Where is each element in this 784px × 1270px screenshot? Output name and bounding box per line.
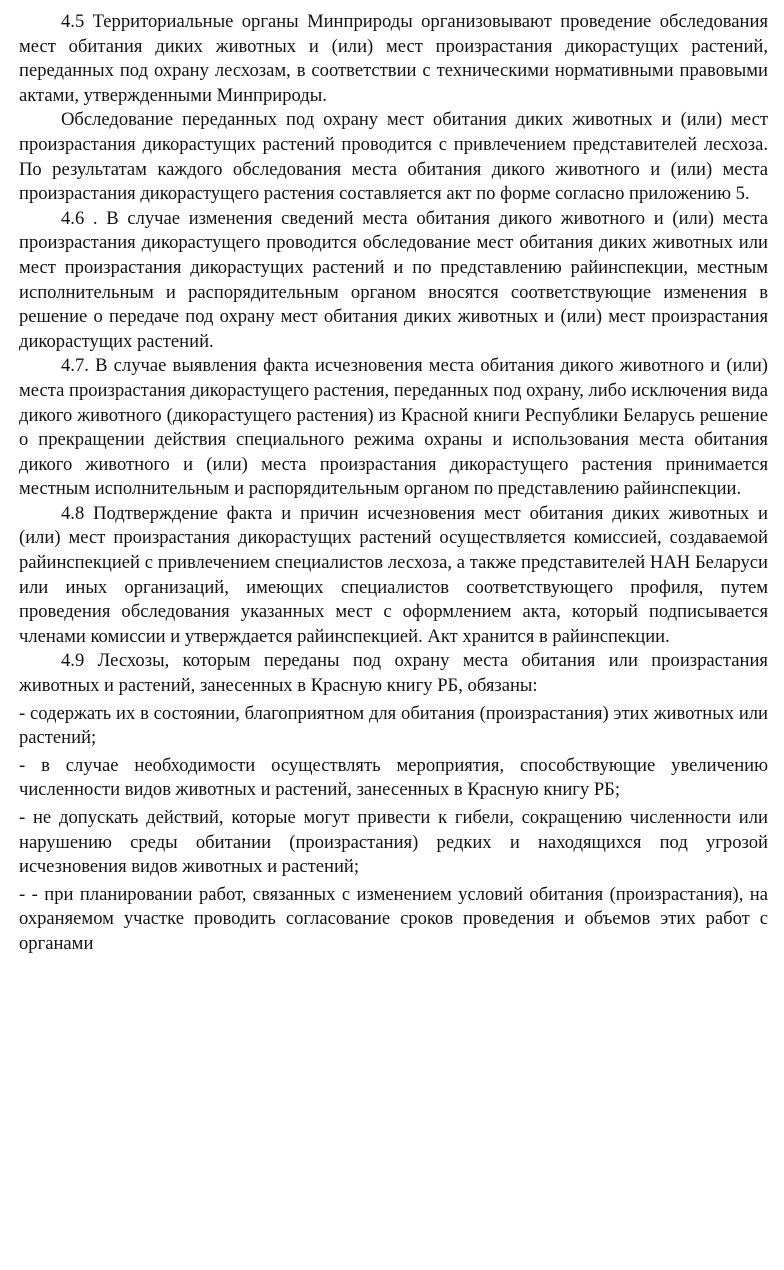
list-item: - в случае необходимости осуществлять мероприятия, способствующие увеличению численности видов животных и растений, занесенных в Красную книгу РБ; bbox=[19, 754, 768, 801]
paragraph-4-9: 4.9 Лесхозы, которым переданы под охрану места обитания или произрастания животных и растений, занесенных в Красную книгу РБ, обязаны: bbox=[19, 650, 768, 697]
list-item: - - при планировании работ, связанных с изменением условий обитания (произрастания), на охраняемом участке проводить согласование сроков проведения и объемов этих работ с органами bbox=[19, 883, 768, 954]
paragraph-4-8: 4.8 Подтверждение факта и причин исчезновения мест обитания диких животных и (или) мест произрастания дикорастущих растений осуществляется комиссией, создаваемой райинспекцией с привлечением специалистов лесхоза, а также представителей НАН Беларуси или иных организаций, имеющих специалистов соответствующего профиля, путем проведения обследования указанных мест с оформлением акта, который подписывается членами комиссии и утверждается райинспекцией. Акт хранится в райинспекции. bbox=[19, 502, 768, 647]
paragraph-4-6: 4.6 . В случае изменения сведений места обитания дикого животного и (или) места произрастания дикорастущего проводится обследование мест обитания диких животных или мест произрастания дикорастущих растений и по представлению райинспекции, местным исполнительным и распорядительным органом вносятся соответствующие изменения в решение о передаче под охрану мест обитания диких животных и (или) мест произрастания дикорастущих растений. bbox=[19, 207, 768, 352]
paragraph-survey: Обследование переданных под охрану мест обитания диких животных и (или) мест произрастания дикорастущих растений проводится с привлечением представителей лесхоза. По результатам каждого обследования места обитания дикого животного и (или) места произрастания дикорастущего растения составляется акт по форме согласно приложению 5. bbox=[19, 109, 768, 205]
paragraph-4-7: 4.7. В случае выявления факта исчезновения места обитания дикого животного и (или) места произрастания дикорастущего растения, переданных под охрану, либо исключения вида дикого животного (дикорастущего растения) из Красной книги Республики Беларусь решение о прекращении действия специального режима охраны и использования места обитания дикого животного и (или) места произрастания дикорастущего растения принимается местным исполнительным и распорядительным органом по представлению райинспекции. bbox=[19, 355, 768, 500]
paragraph-4-5: 4.5 Территориальные органы Минприроды организовывают проведение обследования мест обитания диких животных и (или) мест произрастания дикорастущих растений, переданных под охрану лесхозам, в соответствии с техническими нормативными правовыми актами, утвержденными Минприроды. bbox=[19, 11, 768, 106]
list-item: - содержать их в состоянии, благоприятном для обитания (произрастания) этих животных или растений; bbox=[19, 702, 768, 749]
list-item: - не допускать действий, которые могут привести к гибели, сокращению численности или нарушению среды обитании (произрастания) редких и находящихся под угрозой исчезновения видов животных и растений; bbox=[19, 807, 768, 878]
